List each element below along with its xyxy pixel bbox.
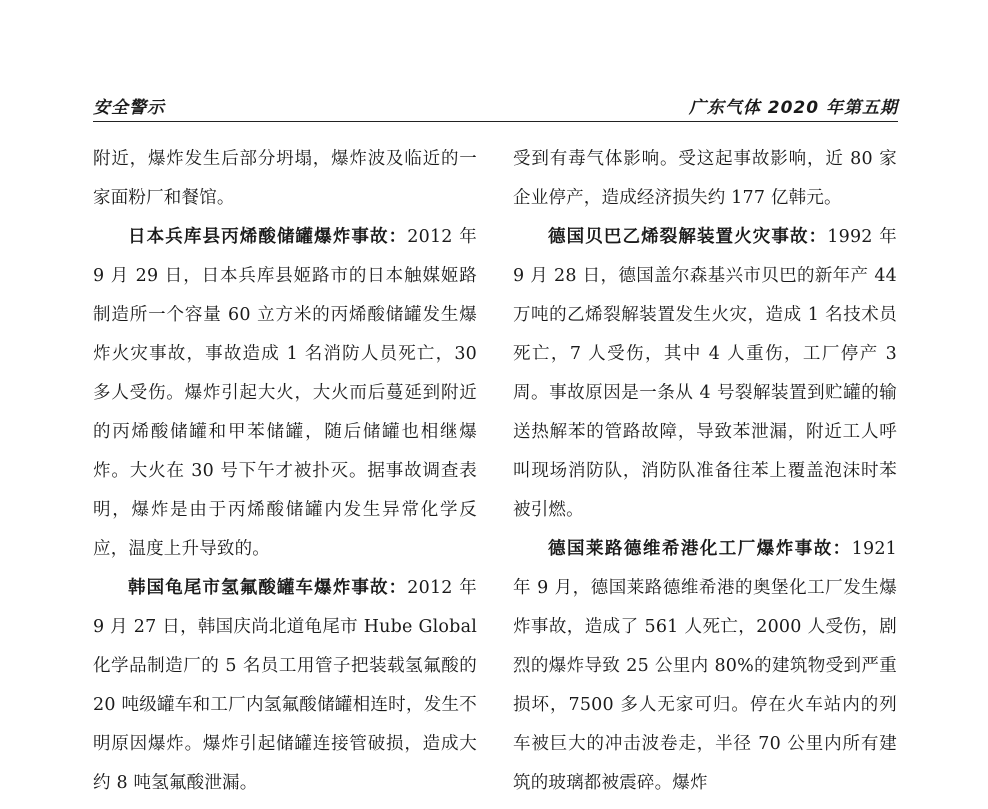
incident-title: 韩国龟尾市氢氟酸罐车爆炸事故： [128, 578, 408, 598]
right-column [513, 140, 897, 803]
header-divider [93, 121, 898, 122]
incident-title: 德国贝巴乙烯裂解装置火灾事故： [548, 227, 828, 247]
journal-issue-label: 广东气体 2020 年第五期 [688, 98, 898, 118]
paragraph-continued: 受到有毒气体影响。受这起事故影响，近 80 家企业停产，造成经济损失约 177 亿韩元。 [513, 149, 897, 208]
paragraph-germany-ethylene-cracker [513, 218, 897, 530]
paragraph-japan-acrylic-acid [93, 218, 477, 569]
incident-body: 2012 年 9 月 29 日，日本兵库县姬路市的日本触媒姬路制造所一个容量 60 立方米的丙烯酸储罐发生爆炸火灾事故，事故造成 1 名消防人员死亡，30 多人受伤。爆炸引起大火，大火而后蔓延到附近的丙烯酸储罐和甲苯储罐，随后储罐也相继爆炸。大火在 30 号下午才被扑灭。据事故调查表明，爆炸是由于丙烯酸储罐内发生异常化学反应，温度上升导致的。 [93, 227, 477, 559]
incident-body: 2012 年 9 月 27 日，韩国庆尚北道龟尾市 Hube Global 化学品制造厂的 5 名员工用管子把装载氢氟酸的 20 吨级罐车和工厂内氢氟酸储罐相连时，发生不明原因爆炸。爆炸引起储罐连接管破损，造成大约 8 吨氢氟酸泄漏。 [93, 578, 477, 793]
incident-body: 1921 年 9 月，德国莱路德维希港的奥堡化工厂发生爆炸事故，造成了 561 人死亡，2000 人受伤，剧烈的爆炸导致 25 公里内 80%的建筑物受到严重损坏，7500 多人无家可归。停在火车站内的列车被巨大的冲击波卷走，半径 70 公里内所有建筑的玻璃都被震碎。爆炸 [513, 539, 897, 793]
paragraph-korea-hydrofluoric-acid [93, 569, 477, 803]
paragraph-continued: 附近，爆炸发生后部分坍塌，爆炸波及临近的一家面粉厂和餐馆。 [93, 149, 477, 208]
incident-title: 德国莱路德维希港化工厂爆炸事故： [548, 539, 852, 559]
paragraph-germany-ludwigshafen [513, 530, 897, 803]
incident-body: 1992 年 9 月 28 日，德国盖尔森基兴市贝巴的新年产 44 万吨的乙烯裂解装置发生火灾，造成 1 名技术员死亡，7 人受伤，其中 4 人重伤，工厂停产 3 周。事故原因是一条从 4 号裂解装置到贮罐的输送热解苯的管路故障，导致苯泄漏，附近工人呼叫现场消防队，消防队准备往苯上覆盖泡沫时苯被引燃。 [513, 227, 897, 520]
incident-title: 日本兵库县丙烯酸储罐爆炸事故： [128, 227, 408, 247]
page-header [93, 91, 898, 121]
section-label: 安全警示 [93, 98, 165, 118]
left-column [93, 140, 477, 803]
